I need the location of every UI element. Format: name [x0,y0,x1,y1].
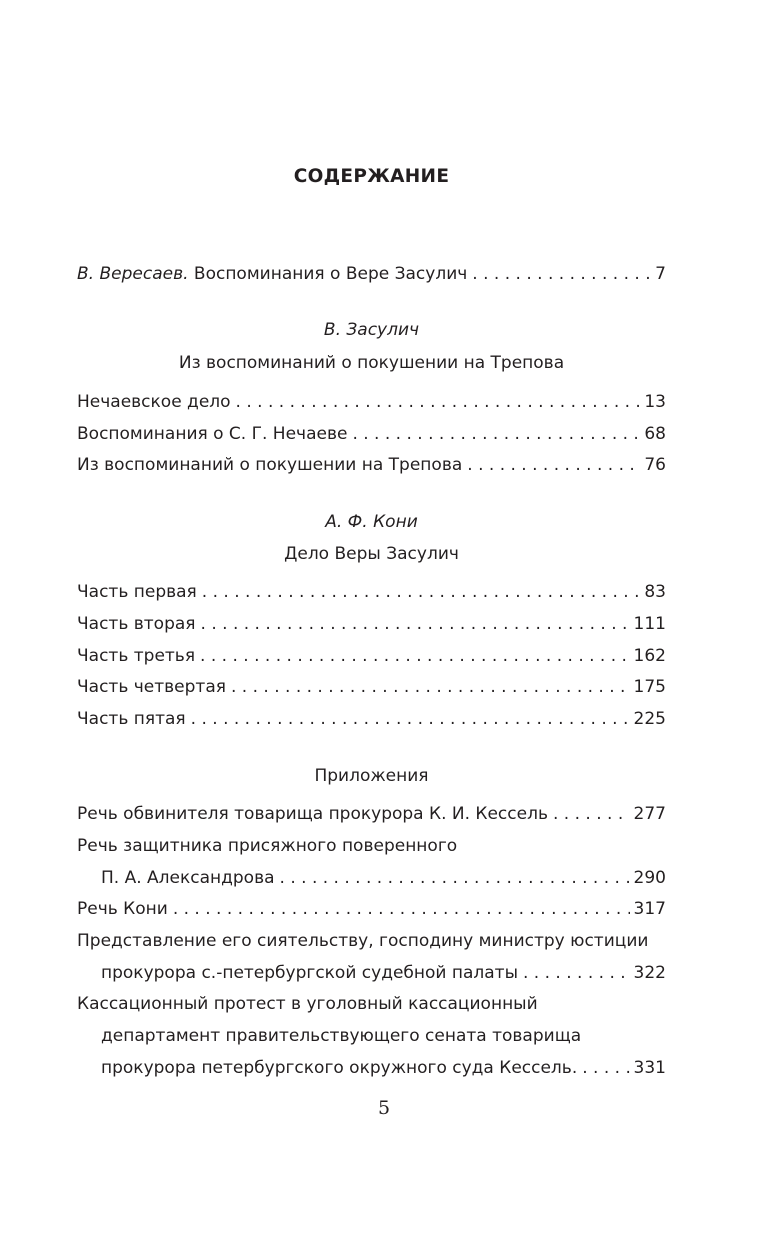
toc-entry [77,581,666,603]
dot-leader [200,645,630,667]
toc-entry [77,423,666,445]
dot-leader [553,803,630,825]
dot-leader [280,867,630,889]
dot-leader [202,581,641,603]
toc-entry-text: прокурора петербургского окружного суда Кессель. [101,1058,578,1078]
toc-entry-page: 7 [655,264,666,284]
toc-entry-text: Нечаевское дело [77,392,231,412]
toc-entry-line: Кассационный протест в уголовный кассационный [77,994,538,1014]
toc-entry [77,454,666,476]
toc-entry-page: 277 [633,804,666,824]
toc-entry [77,867,666,889]
toc-entry-page: 83 [644,582,666,602]
dot-leader [201,613,630,635]
toc-entry-text: Часть четвертая [77,677,226,697]
toc-entry-text: П. А. Александрова [101,868,275,888]
appendix-heading: Приложения [314,766,429,786]
toc-entry-page: 111 [633,614,666,634]
toc-entry-text: Часть первая [77,582,197,602]
toc-entry-text: Воспоминания о С. Г. Нечаеве [77,424,348,444]
section-author: В. Засулич [323,320,420,340]
toc-entry-line: департамент правительствующего сената товарища [101,1026,582,1046]
dot-leader [173,898,630,920]
section-author: А. Ф. Кони [325,512,418,532]
toc-entry [77,708,666,730]
toc-entry-text: прокурора с.-петербургской судебной палаты [101,963,518,983]
toc-entry [77,898,666,920]
page-number: 5 [377,1097,391,1119]
toc-entry-page: 13 [644,392,666,412]
dot-leader [236,391,641,413]
dot-leader [582,1057,629,1079]
toc-entry-veresaev [77,263,666,285]
toc-entry-page: 175 [633,677,666,697]
toc-entry-page: 322 [633,963,666,983]
toc-entry-page: 225 [633,709,666,729]
toc-entry-line: Представление его сиятельству, господину министру юстиции [77,931,649,951]
dot-leader [191,708,630,730]
dot-leader [523,962,630,984]
toc-entry-page: 290 [633,868,666,888]
dot-leader [352,423,640,445]
toc-entry-line: Речь защитника присяжного поверенного [77,836,458,856]
toc-entry-page: 317 [633,899,666,919]
toc-entry [77,391,666,413]
section-heading: Дело Веры Засулич [284,544,459,564]
dot-leader [231,676,630,698]
toc-entry-page: 68 [644,424,666,444]
toc-entry [77,1057,666,1079]
toc-entry-author: В. Вересаев. [77,264,189,284]
toc-entry-text: Часть вторая [77,614,196,634]
page-title: СОДЕРЖАНИЕ [293,166,450,187]
toc-entry [77,613,666,635]
dot-leader [467,454,640,476]
dot-leader [472,263,651,285]
toc-entry-page: 162 [633,646,666,666]
toc-entry-text: Часть третья [77,646,196,666]
section-heading: Из воспоминаний о покушении на Трепова [178,353,565,373]
toc-entry-page: 76 [644,455,666,475]
toc-entry-page: 331 [633,1058,666,1078]
toc-entry [77,962,666,984]
toc-entry-text: Речь Кони [77,899,168,919]
toc-entry [77,645,666,667]
toc-entry-text: Речь обвинителя товарища прокурора К. И. Кессель [77,804,548,824]
toc-entry-text: Воспоминания о Вере Засулич [188,264,468,284]
toc-entry [77,803,666,825]
toc-entry [77,676,666,698]
toc-page [77,0,666,1241]
toc-entry-text: Часть пятая [77,709,186,729]
toc-entry-text: Из воспоминаний о покушении на Трепова [77,455,463,475]
